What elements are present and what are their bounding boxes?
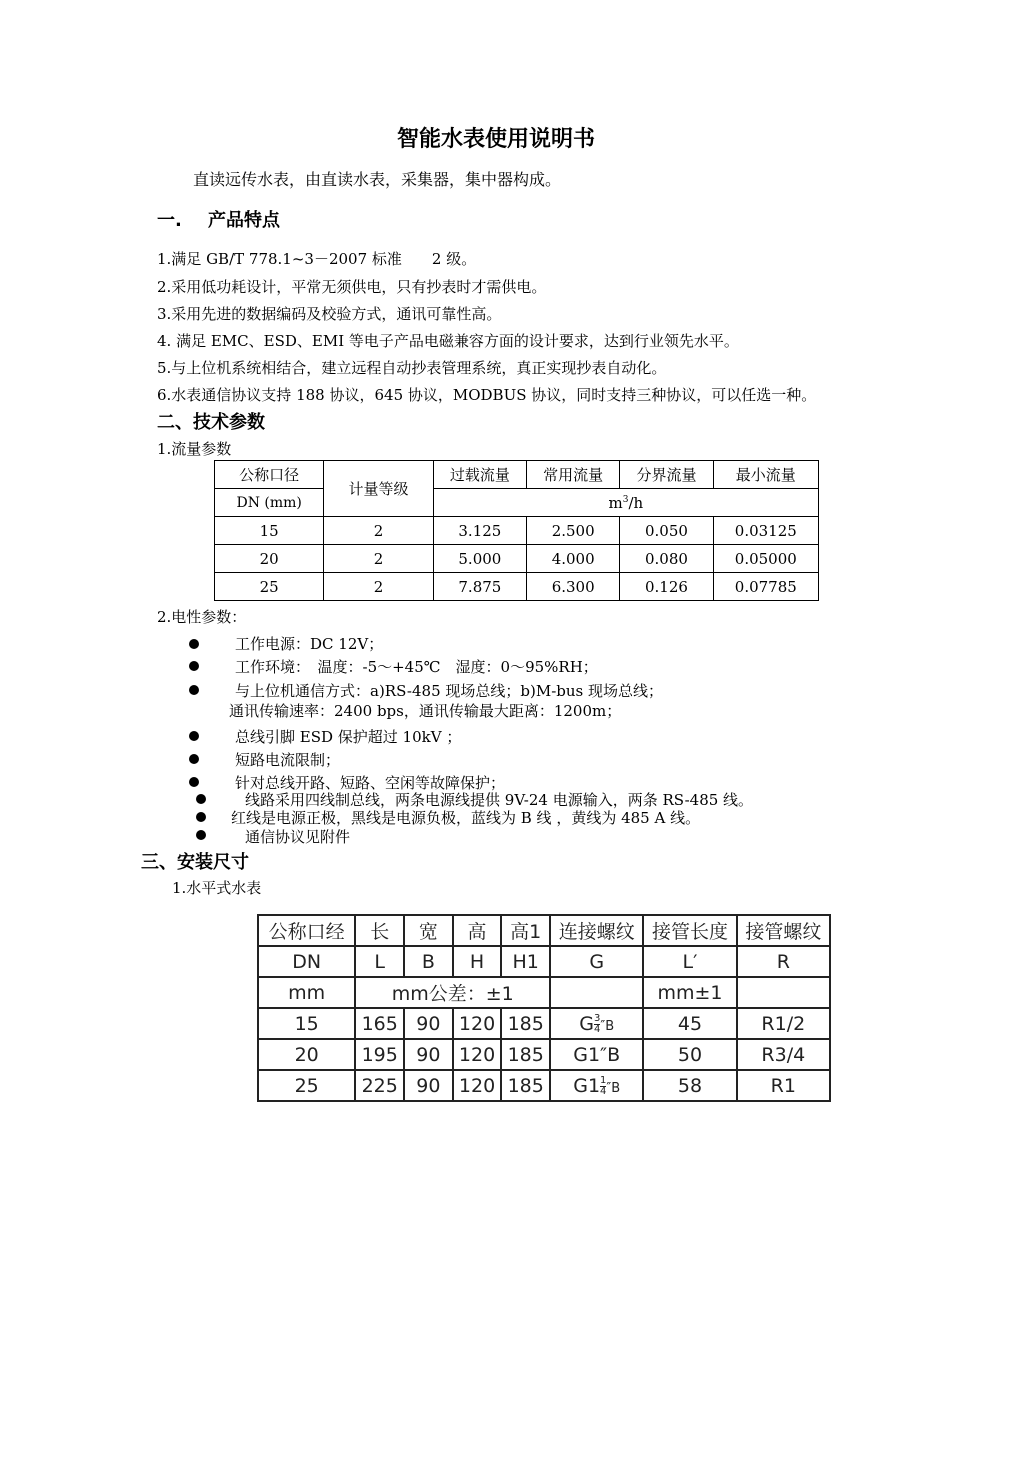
- bullet-icon: [196, 830, 206, 840]
- table-row: 20 2 5.000 4.000 0.080 0.05000: [215, 545, 819, 573]
- table-row: 25 225 90 120 185 G1 $\frac{1}{4}$ ″B 58 R1: [258, 1070, 830, 1101]
- bullet-item: 短路电流限制；: [235, 751, 341, 769]
- section1-heading: 产品特点: [208, 210, 280, 231]
- bullet-item-continuation: 通讯传输速率：2400 bps，通讯传输最大距离：1200m；: [229, 702, 622, 720]
- feature-item: 1.满足 GB/T 778.1~3－2007 标准 2 级。: [157, 250, 477, 268]
- bullet-item: 总线引脚 ESD 保护超过 10kV ；: [235, 728, 462, 746]
- bullet-item: 红线是电源正极，黑线是电源负极，蓝线为 B 线 ，黄线为 485 A 线。: [231, 809, 701, 827]
- table-row: 20 195 90 120 185 G1″B 50 R3/4: [258, 1039, 830, 1070]
- feature-item: 2.采用低功耗设计，平常无须供电，只有抄表时才需供电。: [157, 278, 547, 296]
- bullet-item: 线路采用四线制总线，两条电源线提供 9V-24 电源输入，两条 RS-485 线。: [245, 791, 754, 809]
- feature-item: 6.水表通信协议支持 188 协议，645 协议，MODBUS 协议，同时支持三种协议，可以任选一种。: [157, 386, 817, 404]
- bullet-icon: [189, 661, 199, 671]
- bullet-icon: [189, 777, 199, 787]
- bullet-icon: [189, 754, 199, 764]
- section2-heading: 二、技术参数: [157, 412, 265, 433]
- bullet-item: 通信协议见附件: [245, 828, 351, 846]
- table-row: 15 2 3.125 2.500 0.050 0.03125: [215, 517, 819, 545]
- header-dn-unit: DN (mm): [215, 489, 324, 517]
- header-boundary-flow: 分界流量: [620, 461, 713, 489]
- header-dn: 公称口径: [215, 461, 324, 489]
- section1-heading-number: 一.: [157, 210, 182, 231]
- horizontal-meter-label: 1.水平式水表: [172, 879, 262, 897]
- feature-item: 3.采用先进的数据编码及校验方式，通讯可靠性高。: [157, 305, 502, 323]
- dimension-table: [257, 914, 831, 1102]
- header-grade: 计量等级: [324, 461, 433, 517]
- intro-text: 直读远传水表，由直读水表，采集器，集中器构成。: [193, 170, 562, 189]
- table-row: 15 165 90 120 185 G $\frac{3}{4}$ ″B 45 R1/2: [258, 1008, 830, 1039]
- feature-item: 5.与上位机系统相结合，建立远程自动抄表管理系统，真正实现抄表自动化。: [157, 359, 667, 377]
- section3-heading: 三、安装尺寸: [141, 852, 249, 873]
- bullet-item: 与上位机通信方式：a)RS-485 现场总线；b)M-bus 现场总线；: [235, 682, 663, 700]
- flow-unit: $m^3/h$: [433, 489, 818, 517]
- feature-item: 4. 满足 EMC、ESD、EMI 等电子产品电磁兼容方面的设计要求，达到行业领先水平。: [157, 332, 739, 350]
- table-row: DN L B H H1 G L′ R: [258, 946, 830, 977]
- flow-table: [214, 460, 819, 601]
- header-common-flow: 常用流量: [527, 461, 620, 489]
- table-row: mm mm公差：±1 mm±1: [258, 977, 830, 1008]
- bullet-icon: [189, 731, 199, 741]
- flow-params-label: 1.流量参数: [157, 440, 232, 458]
- electrical-params-label: 2.电性参数：: [157, 608, 247, 626]
- bullet-item: 工作电源：DC 12V；: [235, 635, 384, 653]
- bullet-icon: [189, 639, 199, 649]
- bullet-item: 工作环境： 温度：-5～+45℃ 湿度：0～95%RH；: [235, 658, 598, 676]
- header-overload-flow: 过载流量: [433, 461, 526, 489]
- table-row: 25 2 7.875 6.300 0.126 0.07785: [215, 573, 819, 601]
- bullet-icon: [196, 794, 206, 804]
- document-title: 智能水表使用说明书: [396, 127, 595, 152]
- header-min-flow: 最小流量: [713, 461, 818, 489]
- bullet-icon: [189, 685, 199, 695]
- bullet-item: 针对总线开路、短路、空闲等故障保护；: [235, 774, 506, 792]
- bullet-icon: [196, 812, 206, 822]
- table-row: 公称口经 长 宽 高 高1 连接螺纹 接管长度 接管螺纹: [258, 915, 830, 946]
